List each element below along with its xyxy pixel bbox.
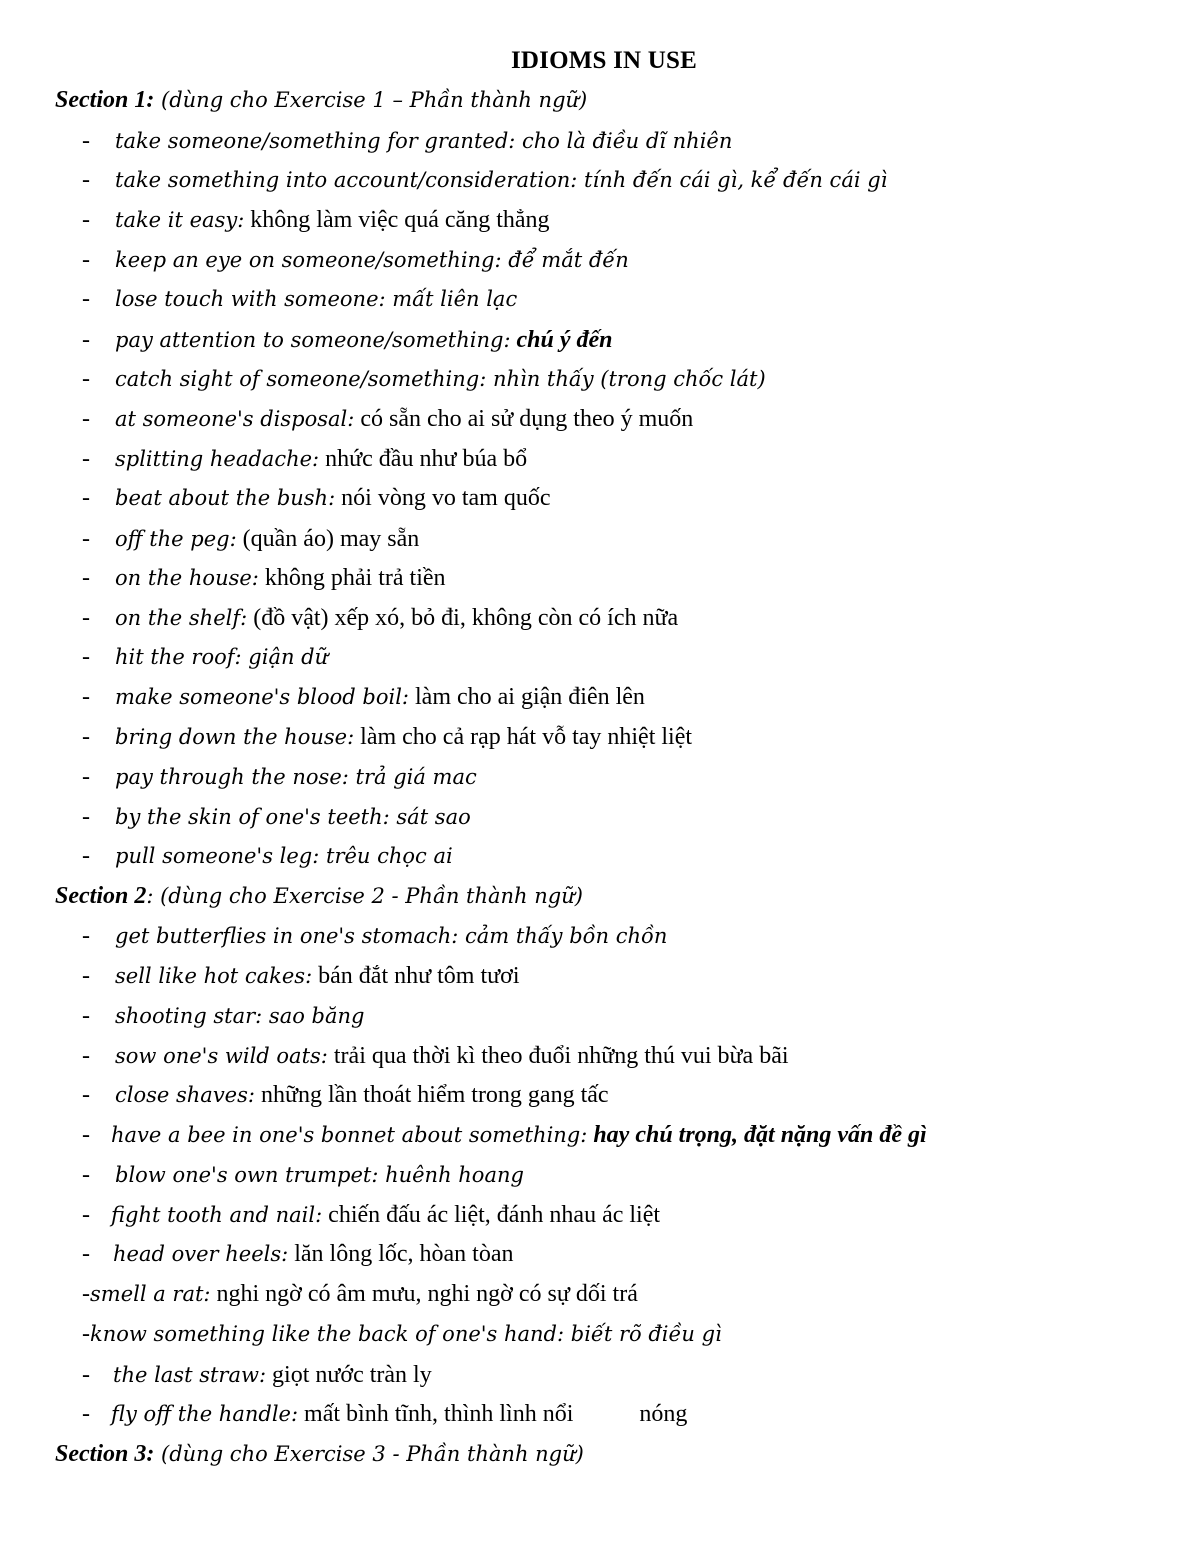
idiom-meaning: (quần áo) may sẵn (236, 526, 420, 552)
idiom-meaning: cảm thấy bồn chồn (458, 924, 668, 948)
bullet-dash: - (82, 1082, 90, 1108)
idiom-term: get butterflies in one's stomach: (115, 924, 459, 948)
idiom-term: pay through the nose: (115, 765, 349, 789)
list-item (82, 757, 477, 797)
idiom-term: make someone's blood boil: (115, 685, 409, 709)
section-heading-3 (55, 1434, 584, 1474)
bullet-dash: - (82, 1003, 90, 1029)
idiom-meaning: giận dữ (241, 645, 329, 669)
bullet-dash: - (82, 1321, 90, 1347)
idiom-term: splitting headache: (115, 447, 320, 471)
idiom-term: sell like hot cakes: (115, 964, 313, 988)
section-heading-1 (55, 80, 587, 120)
list-item (82, 1075, 609, 1115)
idiom-meaning: mất liên lạc (385, 287, 518, 311)
idiom-term: bring down the house: (115, 725, 355, 749)
bullet-dash: - (82, 167, 90, 193)
bullet-dash: - (82, 684, 90, 710)
bullet-dash: - (82, 526, 90, 552)
list-item (82, 916, 667, 956)
list-item (82, 1234, 513, 1274)
idiom-term: pull someone's leg: (115, 844, 320, 868)
list-item (82, 240, 629, 280)
idiom-term: smell a rat: (90, 1282, 211, 1306)
list-item (82, 717, 692, 757)
list-item (82, 836, 453, 876)
idiom-meaning: huênh hoang (378, 1163, 524, 1187)
list-item (82, 1314, 722, 1354)
bullet-dash: - (82, 1241, 90, 1267)
list-item (82, 439, 527, 479)
list-item (82, 279, 517, 319)
idiom-meaning: biết rõ điều gì (564, 1322, 722, 1346)
idiom-term: head over heels: (113, 1242, 289, 1266)
bullet-dash: - (82, 1362, 90, 1388)
idiom-term: blow one's own trumpet: (115, 1163, 379, 1187)
list-item (82, 121, 732, 161)
idiom-meaning: chú ý đến (510, 327, 613, 353)
idiom-meaning: lăn lông lốc, hòan tòan (288, 1241, 514, 1267)
bullet-dash: - (82, 1162, 90, 1188)
idiom-term: by the skin of one's teeth: (115, 805, 390, 829)
idiom-meaning: nghi ngờ có âm mưu, nghi ngờ có sự dối trá (210, 1281, 638, 1307)
idiom-meaning: hay chú trọng, đặt nặng vấn đề gì (587, 1122, 927, 1148)
idiom-meaning: làm cho ai giận điên lên (409, 684, 645, 710)
bullet-dash: - (82, 485, 90, 511)
document-title: IDIOMS IN USE (511, 47, 697, 74)
idiom-term: off the peg: (115, 527, 237, 551)
list-item (82, 1115, 927, 1155)
idiom-term: pay attention to someone/something: (115, 328, 511, 352)
list-item (82, 1195, 660, 1235)
idiom-term: have a bee in one's bonnet about something: (111, 1123, 588, 1147)
idiom-meaning: bán đắt như tôm tươi (312, 963, 520, 989)
bullet-dash: - (82, 1202, 90, 1228)
idiom-meaning: giọt nước tràn ly (266, 1362, 432, 1388)
list-item (82, 1274, 638, 1314)
idiom-term: lose touch with someone: (115, 287, 386, 311)
list-item (82, 956, 520, 996)
idiom-meaning: nhìn thấy (trong chốc lát) (486, 367, 766, 391)
bullet-dash: - (82, 406, 90, 432)
idiom-meaning: có sẵn cho ai sử dụng theo ý muốn (354, 406, 694, 432)
list-item (82, 519, 419, 559)
idiom-term: keep an eye on someone/something: (115, 248, 502, 272)
idiom-meaning: sát sao (389, 805, 471, 829)
idiom-meaning: không làm việc quá căng thẳng (244, 207, 550, 233)
list-item (82, 200, 550, 240)
idiom-meaning: cho là điều dĩ nhiên (515, 129, 733, 153)
list-item (82, 996, 364, 1036)
idiom-term: fight tooth and nail: (111, 1203, 323, 1227)
list-item (82, 637, 328, 677)
section-description: : (dùng cho Exercise 2 - Phần thành ngữ) (146, 884, 583, 908)
bullet-dash: - (82, 1122, 90, 1148)
idiom-term: know something like the back of one's hand: (90, 1322, 565, 1346)
idiom-term: hit the roof: (115, 645, 242, 669)
idiom-term: catch sight of someone/something: (115, 367, 487, 391)
list-item (82, 478, 550, 518)
list-item (82, 598, 678, 638)
idiom-meaning: sao băng (262, 1004, 365, 1028)
bullet-dash: - (82, 446, 90, 472)
bullet-dash: - (82, 1401, 90, 1427)
bullet-dash: - (82, 605, 90, 631)
list-item (82, 677, 645, 717)
idiom-term: beat about the bush: (115, 486, 336, 510)
list-item (82, 399, 693, 439)
bullet-dash: - (82, 327, 90, 353)
list-item (82, 320, 613, 360)
bullet-dash: - (82, 804, 90, 830)
idiom-meaning: nhức đầu như búa bổ (319, 446, 528, 472)
bullet-dash: - (82, 128, 90, 154)
idiom-meaning: trêu chọc ai (319, 844, 453, 868)
bullet-dash: - (82, 286, 90, 312)
idiom-meaning-tail: nóng (639, 1401, 688, 1427)
idiom-meaning: trải qua thời kì theo đuổi những thú vui bừa bãi (327, 1043, 789, 1069)
bullet-dash: - (82, 247, 90, 273)
idiom-term: shooting star: (115, 1004, 263, 1028)
bullet-dash: - (82, 644, 90, 670)
idiom-meaning: (đồ vật) xếp xó, bỏ đi, không còn có ích nữa (247, 605, 679, 631)
idiom-term: at someone's disposal: (115, 407, 355, 431)
bullet-dash: - (82, 843, 90, 869)
section-description: (dùng cho Exercise 3 - Phần thành ngữ) (154, 1442, 584, 1466)
section-label: Section 3: (55, 1441, 155, 1467)
idiom-meaning: tính đến cái gì, kể đến cái gì (577, 168, 888, 192)
list-item (82, 1036, 789, 1076)
bullet-dash: - (82, 1043, 90, 1069)
idiom-meaning: làm cho cả rạp hát vỗ tay nhiệt liệt (354, 724, 693, 750)
bullet-dash: - (82, 724, 90, 750)
idiom-term: take someone/something for granted: (115, 129, 516, 153)
bullet-dash: - (82, 1281, 90, 1307)
bullet-dash: - (82, 923, 90, 949)
bullet-dash: - (82, 207, 90, 233)
section-heading-2 (55, 876, 583, 916)
section-label: Section 1: (55, 87, 155, 113)
idiom-meaning: chiến đấu ác liệt, đánh nhau ác liệt (322, 1202, 661, 1228)
idiom-term: take it easy: (115, 208, 245, 232)
idiom-term: fly off the handle: (111, 1402, 299, 1426)
idiom-term: close shaves: (115, 1083, 255, 1107)
list-item (82, 1394, 687, 1434)
idiom-term: on the house: (115, 566, 259, 590)
idiom-term: sow one's wild oats: (115, 1044, 328, 1068)
idiom-meaning: mất bình tĩnh, thình lình nổi (298, 1401, 574, 1427)
list-item (82, 558, 446, 598)
section-label: Section 2 (55, 883, 147, 909)
idiom-meaning: trả giá mac (348, 765, 477, 789)
list-item (82, 797, 471, 837)
list-item (82, 160, 887, 200)
list-item (82, 1355, 432, 1395)
idiom-meaning: nói vòng vo tam quốc (335, 485, 551, 511)
idiom-meaning: những lần thoát hiểm trong gang tấc (254, 1082, 609, 1108)
idiom-meaning: không phải trả tiền (258, 565, 446, 591)
idiom-term: on the shelf: (115, 606, 248, 630)
list-item (82, 1155, 524, 1195)
idiom-term: take something into account/consideration: (115, 168, 578, 192)
list-item (82, 359, 766, 399)
idiom-meaning: để mắt đến (501, 248, 629, 272)
bullet-dash: - (82, 565, 90, 591)
bullet-dash: - (82, 963, 90, 989)
idiom-term: the last straw: (113, 1363, 267, 1387)
bullet-dash: - (82, 764, 90, 790)
bullet-dash: - (82, 366, 90, 392)
section-description: (dùng cho Exercise 1 – Phần thành ngữ) (154, 88, 588, 112)
